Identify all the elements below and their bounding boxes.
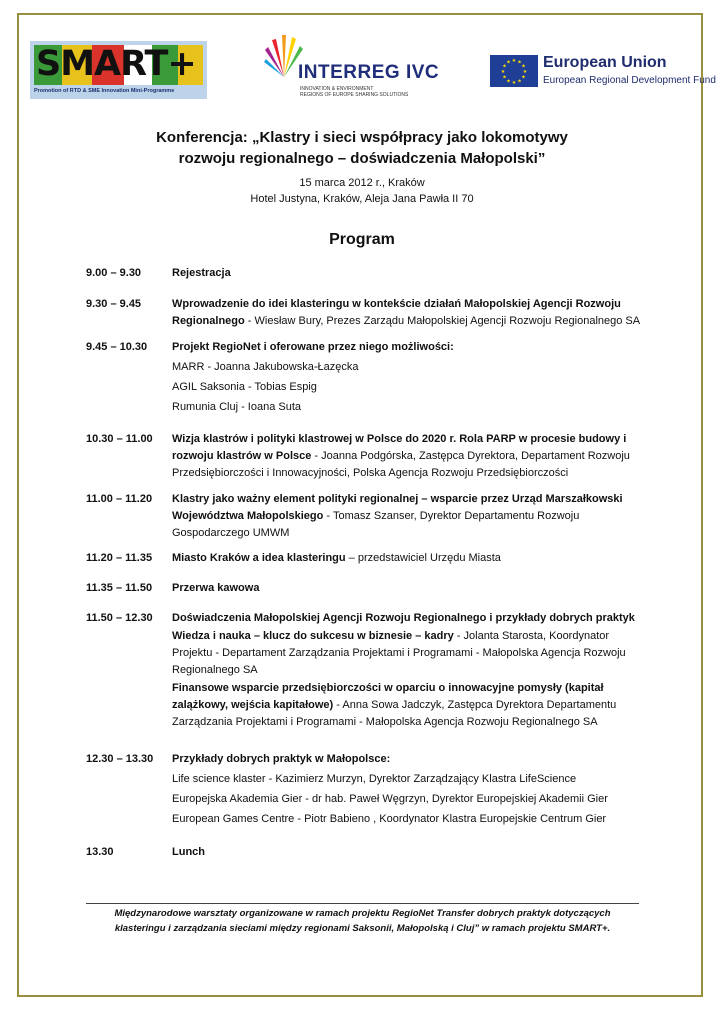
conference-date: 15 marca 2012 r., Kraków [299, 177, 425, 189]
agenda-title: Przerwa kawowa [172, 582, 260, 594]
agenda-subsession-title: Wiedza i nauka – klucz do sukcesu w biznesie – kadry [172, 630, 454, 642]
agenda-detail: – przedstawiciel Urzędu Miasta [345, 552, 501, 564]
footer-line: Międzynarodowe warsztaty organizowane w ramach projektu RegioNet Transfer dobrych praktyk dotyczących [114, 908, 611, 919]
svg-text:★: ★ [500, 69, 506, 75]
agenda-time: 11.00 – 11.20 [86, 493, 153, 505]
agenda-title: Rejestracja [172, 267, 231, 279]
agenda-time: 9.30 – 9.45 [86, 298, 142, 310]
interreg-logo [260, 32, 460, 102]
eu-logo [490, 54, 716, 95]
conference-venue: Hotel Justyna, Kraków, Aleja Jana Pawła II 70 [250, 193, 474, 205]
agenda-time: 11.35 – 11.50 [86, 582, 153, 594]
agenda-detail: - Wiesław Bury, Prezes Zarządu Małopolskiej Agencji Rozwoju Regionalnego SA [244, 315, 641, 327]
interreg-logo-text: INTERREG IVC [298, 62, 440, 83]
svg-text:★: ★ [502, 74, 507, 81]
agenda-title: Wizja klastrów i polityki klastrowej w Polsce do 2020 r. Rola PARP w procesie budowy i rozwoju klastrów w Polsce [172, 433, 627, 462]
agenda-time: 9.00 – 9.30 [86, 267, 142, 279]
agenda-title: Miasto Kraków a idea klasteringu [172, 552, 346, 564]
conference-title-line2: rozwoju regionalnego – doświadczenia Małopolski” [178, 150, 546, 167]
agenda-title: Doświadczenia Małopolskiej Agencji Rozwoju Regionalnego i przykłady dobrych praktyk [172, 612, 635, 624]
agenda-time: 10.30 – 11.00 [86, 433, 153, 445]
agenda-speaker: AGIL Saksonia - Tobias Espig [172, 381, 317, 393]
smart-logo-text: SMART+ [36, 44, 196, 84]
agenda-detail: - Jolanta Starosta, Koordynator Projektu - Departament Zarządzania Projektami i Programami - Małopolska Agencja Rozwoju Regionalnego SA [172, 630, 626, 676]
svg-text:★: ★ [506, 78, 511, 85]
agenda-title: Projekt RegioNet i oferowane przez niego możliwości: [172, 341, 454, 353]
svg-text:★: ★ [521, 63, 526, 70]
agenda-detail: - Joanna Podgórska, Zastępca Dyrektora, Departament Rozwoju Przedsiębiorczości i Innowacyjności, Polska Agencja Rozwoju Przedsiębiorczości [172, 450, 630, 479]
agenda-title: Klastry jako ważny element polityki regionalnej – wsparcie przez Urząd Marszałkowski Województwa Małopolskiego [172, 493, 623, 522]
agenda-speaker: European Games Centre - Piotr Babieno , Koordynator Klastra Europejskie Centrum Gier [172, 813, 607, 825]
agenda-speaker: Rumunia Cluj - Ioana Suta [172, 401, 302, 413]
svg-text:★: ★ [511, 58, 517, 64]
agenda-time: 13.30 [86, 846, 114, 858]
svg-text:★: ★ [517, 59, 522, 66]
agenda-title: Lunch [172, 846, 205, 858]
smart-plus-logo [30, 41, 207, 99]
agenda-title: Wprowadzenie do idei klasteringu w kontekście działań Małopolskiej Agencji Rozwoju Regionalnego [172, 298, 621, 327]
footer-line: klasteringu i zarządzania sieciami między regionami Saksonii, Małopolską i Cluj” w ramach projektu SMART+. [114, 923, 611, 934]
footer-divider [86, 903, 639, 904]
eu-logo-subtitle: European Regional Development Fund [543, 75, 716, 86]
agenda-title: Przykłady dobrych praktyk w Małopolsce: [172, 753, 391, 765]
agenda-time: 12.30 – 13.30 [86, 753, 154, 765]
smart-logo-subtitle: Promotion of RTD & SME Innovation Mini-Programme [34, 88, 175, 94]
agenda-time: 11.50 – 12.30 [86, 612, 153, 624]
footer-note [86, 906, 639, 936]
agenda-detail: - Anna Sowa Jadczyk, Zastępca Dyrektora Departamentu Zarządzania Projektami i Programami - Małopolska Agencja Rozwoju Regionalnego SA [172, 699, 617, 728]
svg-text:★: ★ [502, 63, 507, 70]
agenda-speaker: Europejska Akademia Gier - dr hab. Paweł Węgrzyn, Dyrektor Europejskiej Akademii Gier [172, 793, 608, 805]
agenda-time: 11.20 – 11.35 [86, 552, 153, 564]
svg-text:★: ★ [517, 78, 522, 85]
svg-text:★: ★ [511, 80, 517, 86]
svg-text:★: ★ [506, 59, 511, 66]
program-heading: Program [329, 231, 395, 248]
agenda-detail: - Tomasz Szanser, Dyrektor Departamentu Rozwoju Gospodarczego UMWM [172, 510, 580, 539]
agenda-speaker: MARR - Joanna Jakubowska-Łazęcka [172, 361, 359, 373]
eu-logo-title: European Union [543, 54, 667, 71]
conference-title-line1: Konferencja: „Klastry i sieci współpracy jako lokomotywy [156, 129, 568, 146]
eu-flag-icon [490, 55, 538, 87]
agenda-time: 9.45 – 10.30 [86, 341, 148, 353]
agenda-speaker: Life science klaster - Kazimierz Murzyn, Dyrektor Zarządzający Klastra LifeScience [172, 773, 577, 785]
svg-text:★: ★ [522, 69, 528, 75]
agenda-subsession-title: Finansowe wsparcie przedsiębiorczości w oparciu o innowacyjne pomysły (kapitał zalążkowy, wejścia kapitałowe) [172, 682, 604, 711]
svg-text:★: ★ [521, 74, 526, 81]
interreg-logo-subtitle: INNOVATION & ENVIRONMENT REGIONS OF EUROPE SHARING SOLUTIONS [300, 86, 409, 98]
